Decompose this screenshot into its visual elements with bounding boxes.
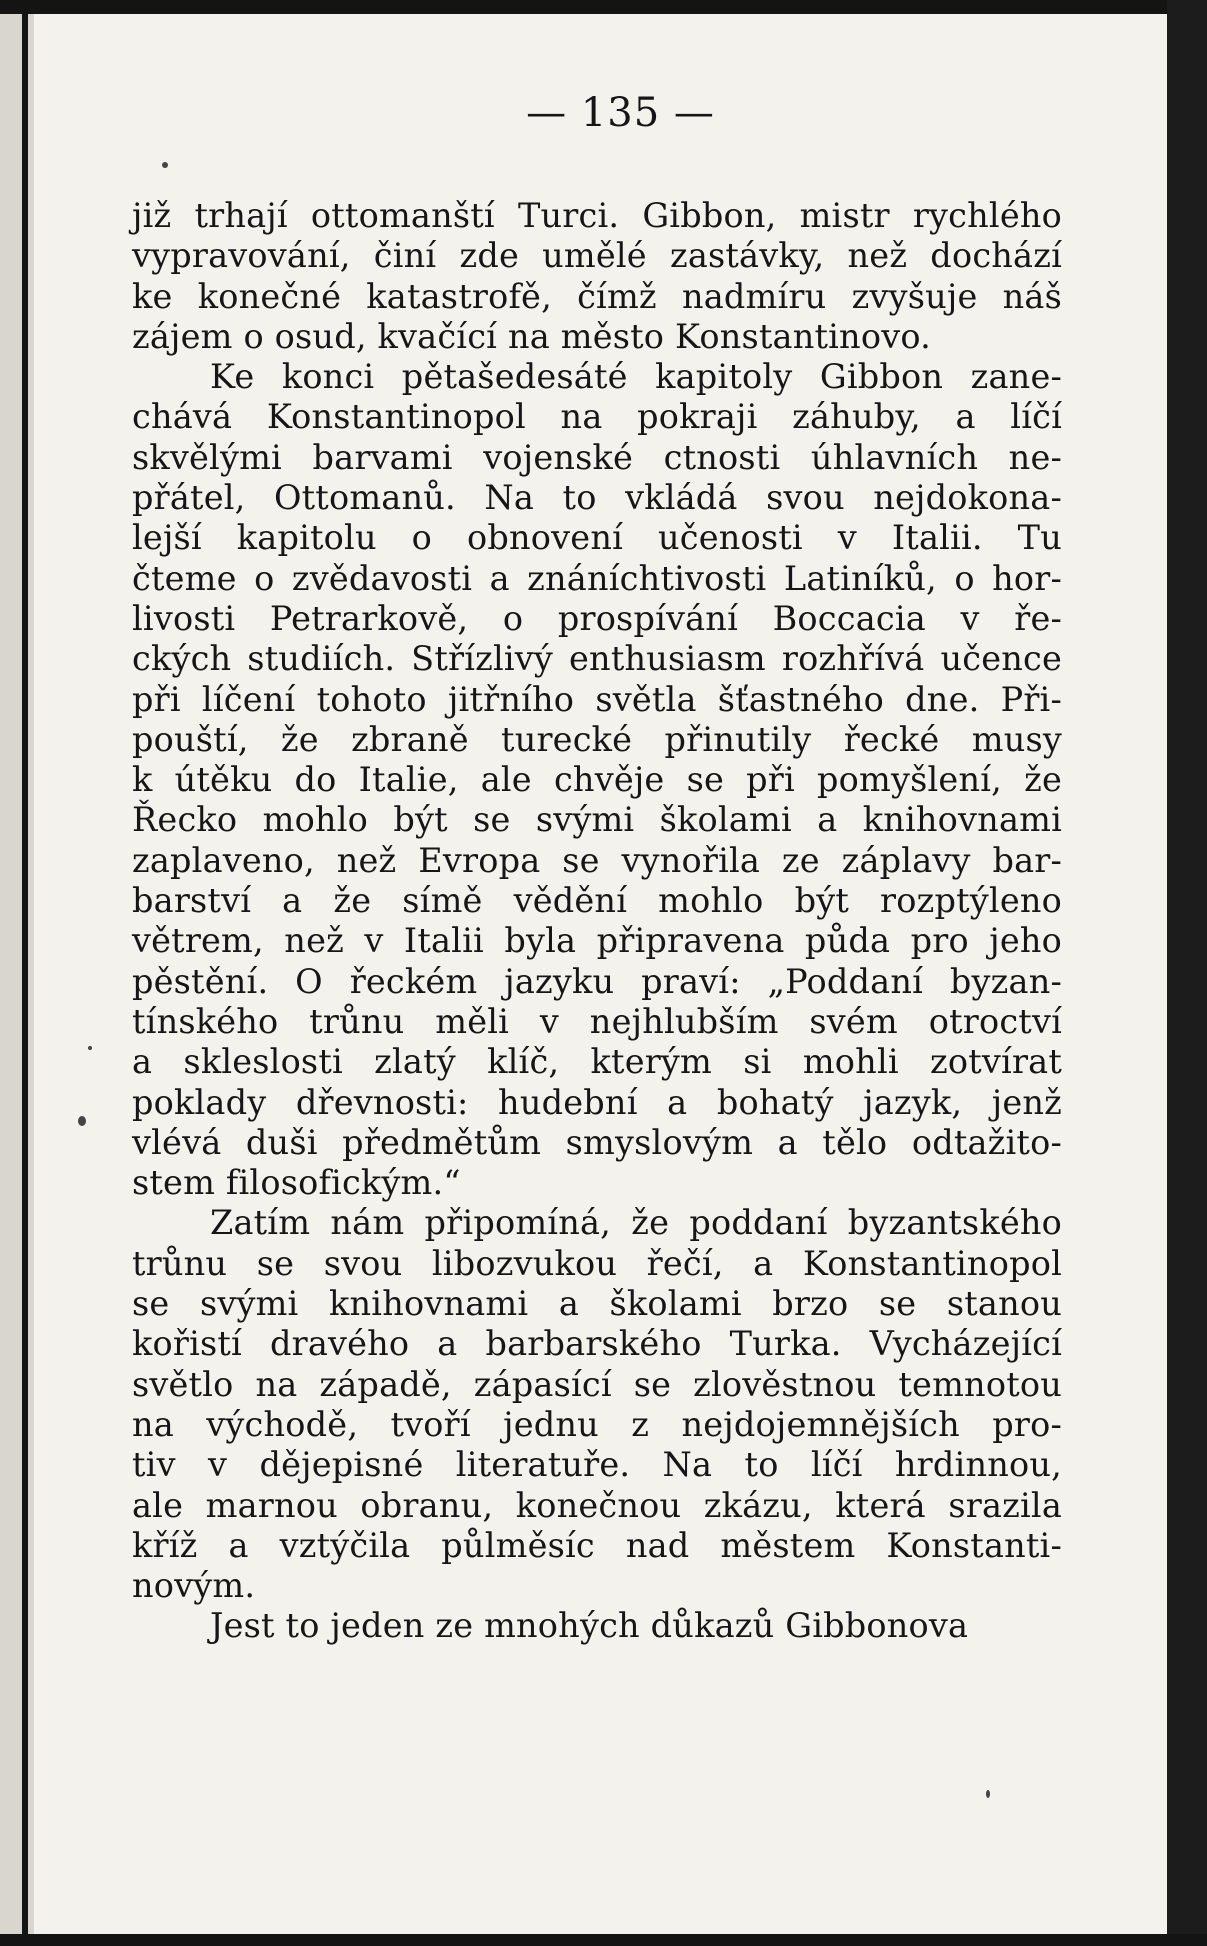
text-line: větrem, než v Italii byla připravena půda pro jeho: [132, 921, 1062, 961]
text-line: novým.: [132, 1566, 256, 1606]
scan-right-edge: [1167, 0, 1207, 1946]
text-line: livosti Petrarkově, o prospívání Boccacia v ře-: [132, 598, 1062, 638]
text-line-paragraph-start: Jest to jeden ze mnohých důkazů Gibbonova: [210, 1606, 969, 1646]
text-line: vypravování, činí zde umělé zastávky, než dochází: [132, 236, 1062, 276]
text-line: trůnu se svou libozvukou řečí, a Konstantinopol: [132, 1243, 1062, 1283]
scan-speck: [162, 162, 168, 168]
text-line: pouští, že zbraně turecké přinutily řecké musy: [132, 719, 1062, 759]
body-text: [132, 196, 1062, 1647]
text-line-paragraph-start: Ke konci pětašedesáté kapitoly Gibbon zane-: [210, 357, 1062, 397]
text-line: zaplaveno, než Evropa se vynořila ze záplavy bar-: [132, 840, 1062, 880]
text-line: čteme o zvědavosti a znáníchtivosti Latiníků, o hor-: [132, 558, 1062, 598]
scan-bottom-edge: [0, 1934, 1207, 1946]
scan-top-edge: [0, 0, 1207, 14]
text-line: tínského trůnu měli v nejhlubším svém otroctví: [132, 1001, 1062, 1041]
scan-speck: [78, 1116, 86, 1126]
text-line: na východě, tvoří jednu z nejdojemnějších pro-: [132, 1404, 1062, 1444]
text-line-paragraph-start: Zatím nám připomíná, že poddaní byzantského: [210, 1203, 1062, 1243]
text-line: tiv v dějepisné literatuře. Na to líčí hrdinnou,: [132, 1445, 1062, 1485]
text-line: zájem o osud, kvačící na město Konstantinovo.: [132, 316, 931, 356]
text-line: Řecko mohlo být se svými školami a knihovnami: [132, 800, 1062, 840]
text-line: vlévá duši předmětům smyslovým a tělo odtažito-: [132, 1122, 1062, 1162]
text-line: chává Konstantinopol na pokraji záhuby, a líčí: [132, 397, 1062, 437]
text-line: ke konečné katastrofě, čímž nadmíru zvyšuje náš: [132, 276, 1062, 316]
text-line: se svými knihovnami a školami brzo se stanou: [132, 1284, 1062, 1324]
page-number: — 135 —: [526, 90, 715, 136]
text-line: kořistí dravého a barbarského Turka. Vycházející: [132, 1324, 1062, 1364]
book-page: [34, 0, 1207, 1946]
text-line: již trhají ottomanští Turci. Gibbon, mistr rychlého: [132, 196, 1062, 235]
text-line: ckých studiích. Střízlivý enthusiasm rozhřívá učence: [132, 639, 1062, 679]
text-line: ale marnou obranu, konečnou zkázu, která srazila: [132, 1485, 1062, 1525]
text-line: barství a že símě vědění mohlo být rozptýleno: [132, 881, 1062, 921]
text-line: při líčení tohoto jitřního světla šťastného dne. Při-: [132, 679, 1062, 719]
book-gutter-line: [22, 0, 28, 1946]
text-line: přátel, Ottomanů. Na to vkládá svou nejdokona-: [132, 478, 1062, 518]
scan-speck: [986, 1790, 990, 1798]
scan-speck: [88, 1046, 92, 1050]
scan-left-edge: [0, 0, 34, 1946]
text-line: světlo na západě, zápasící se zlověstnou temnotou: [132, 1364, 1062, 1404]
text-line: pěstění. O řeckém jazyku praví: „Poddaní byzan-: [132, 961, 1062, 1001]
text-line: poklady dřevnosti: hudební a bohatý jazyk, jenž: [132, 1082, 1062, 1122]
text-line: lejší kapitolu o obnovení učenosti v Italii. Tu: [132, 518, 1062, 558]
text-line: a skleslosti zlatý klíč, kterým si mohli zotvírat: [132, 1042, 1062, 1082]
text-line: skvělými barvami vojenské ctnosti úhlavních ne-: [132, 437, 1062, 477]
text-line: stem filosofickým.“: [132, 1163, 461, 1203]
text-line: kříž a vztýčila půlměsíc nad městem Konstanti-: [132, 1525, 1062, 1565]
text-line: k útěku do Italie, ale chvěje se při pomyšlení, že: [132, 760, 1062, 800]
